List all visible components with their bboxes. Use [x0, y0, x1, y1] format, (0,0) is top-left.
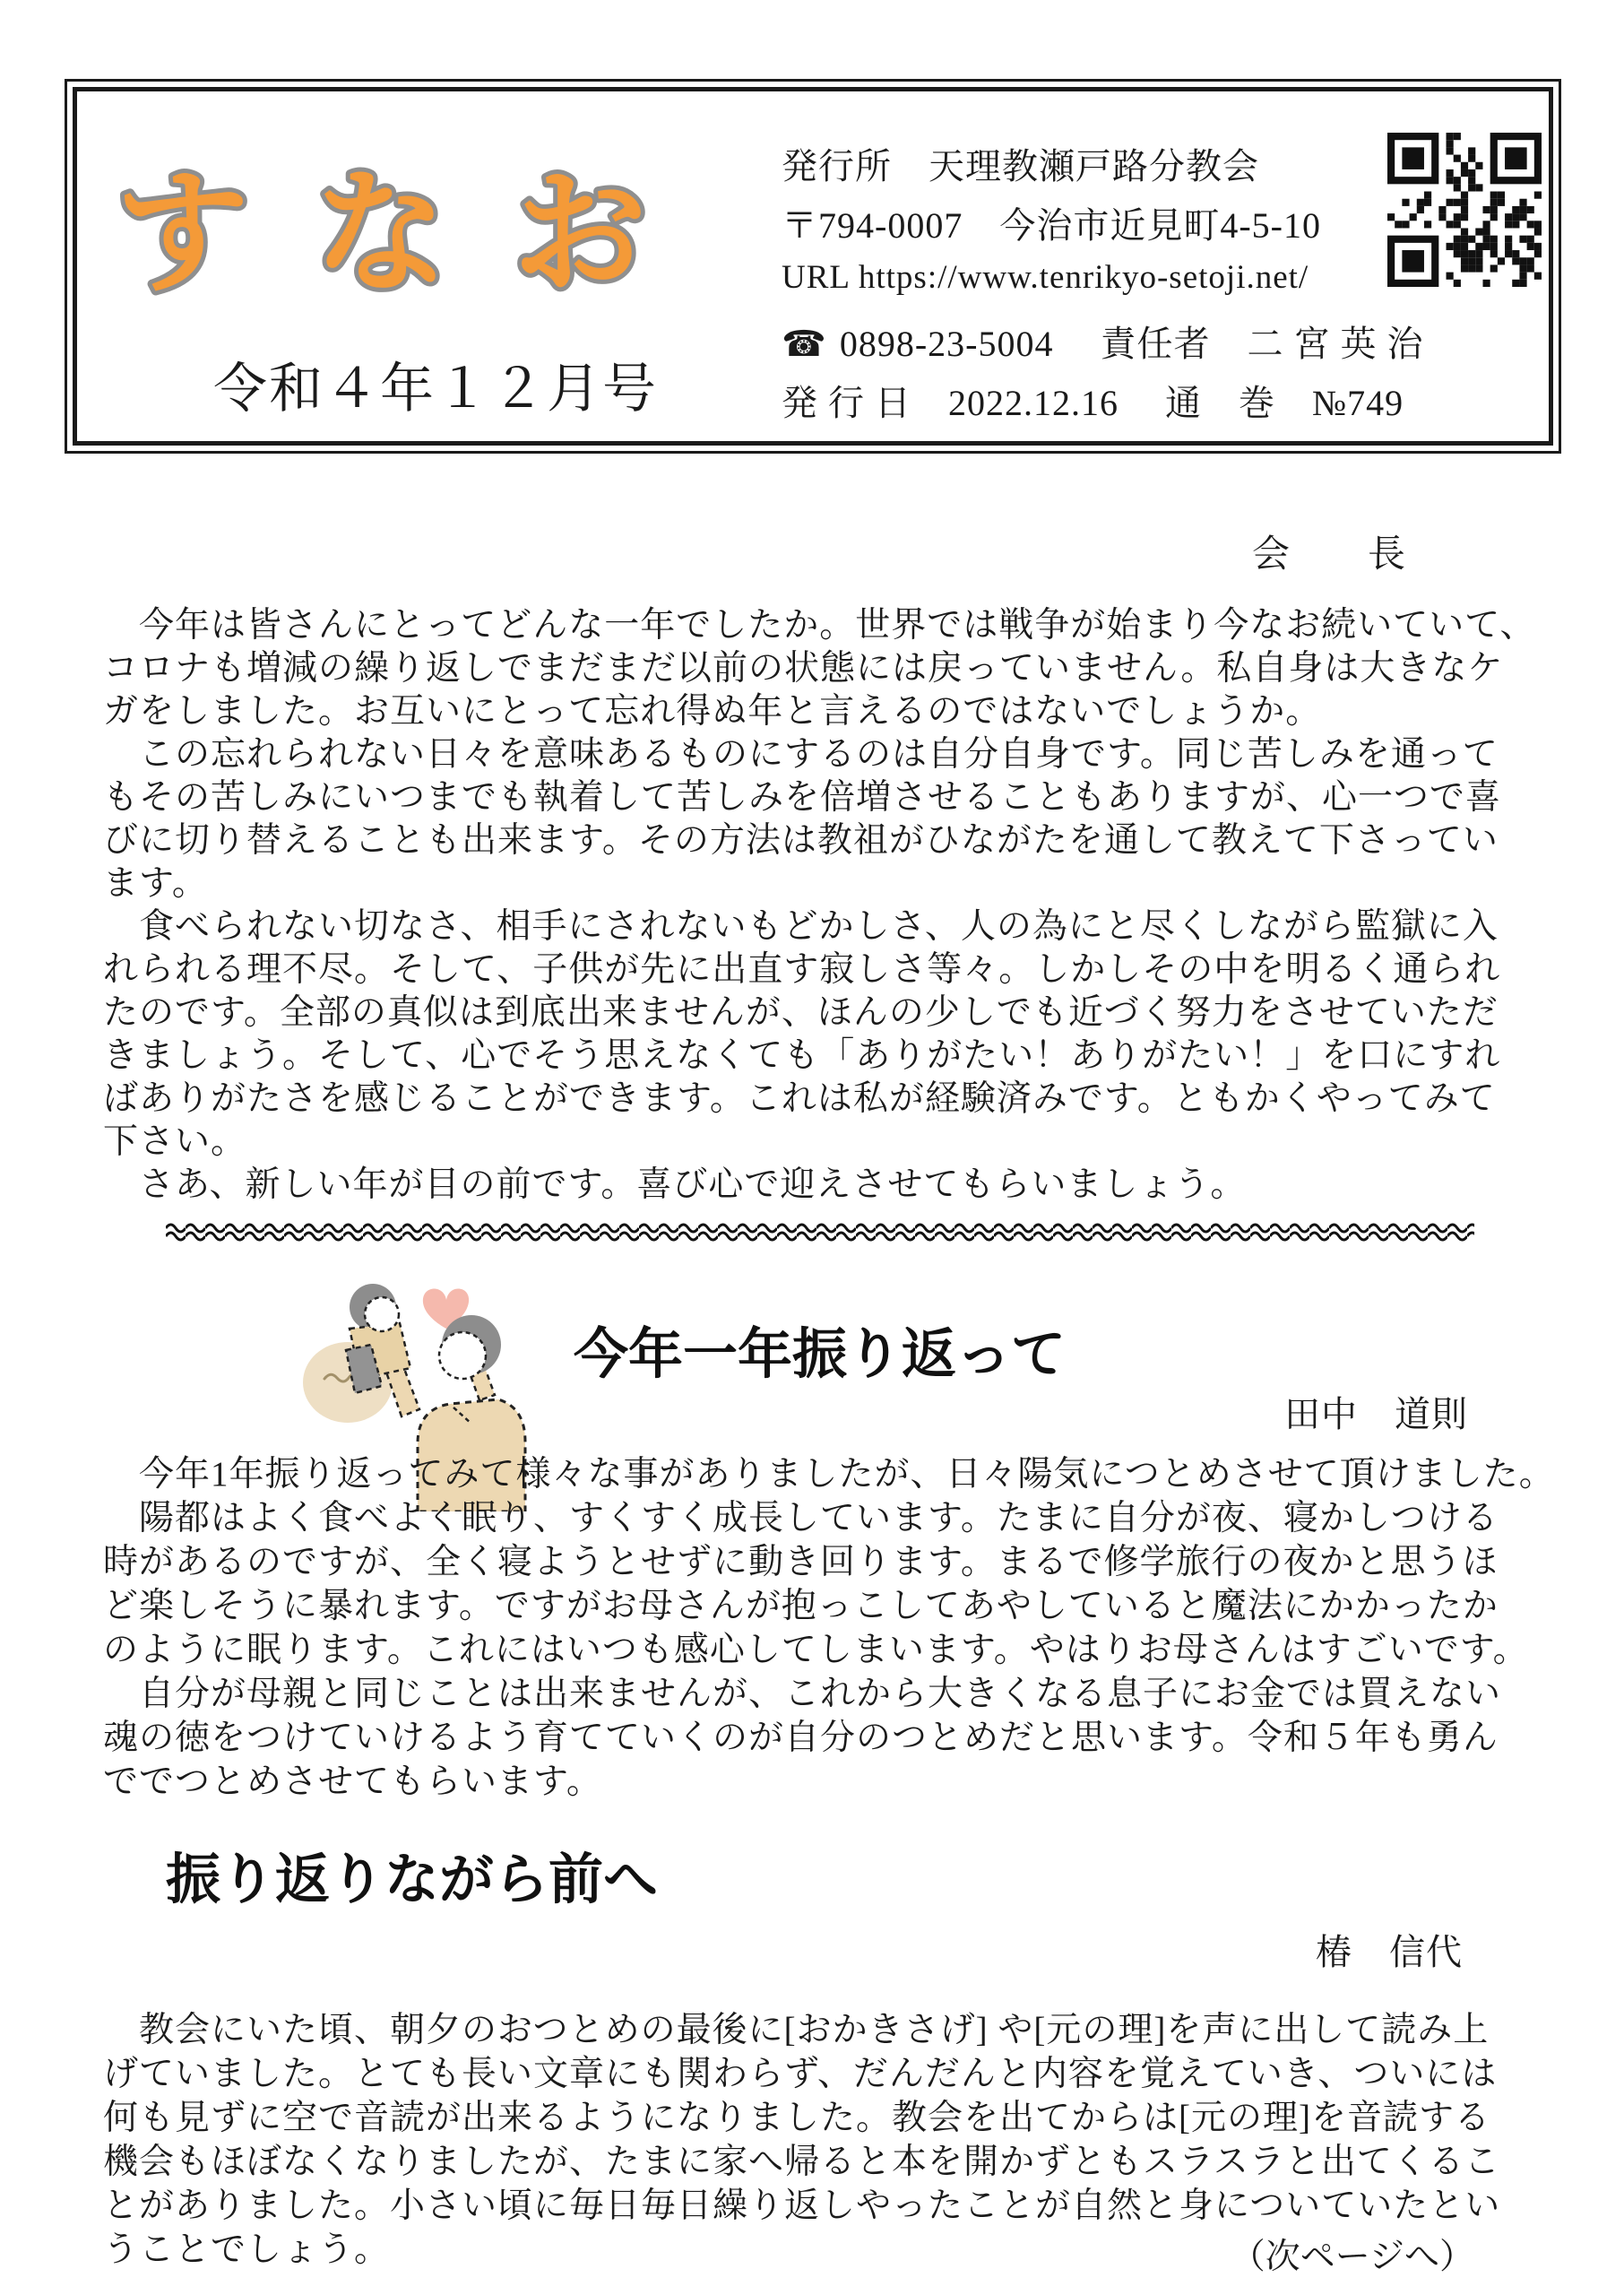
text-line: うことでしょう。	[103, 2230, 391, 2269]
tanaka-article-title: 今年一年振り返って	[574, 1323, 1067, 1384]
text-line: たのです。全部の真似は到底出来ませんが、ほんの少しでも近づく努力をさせていただ	[103, 993, 1499, 1032]
masthead-box	[65, 79, 1561, 454]
text-line: コロナも増減の繰り返しでまだまだ以前の状態には戻っていません。私自身は大きなケ	[103, 649, 1504, 688]
chairman-article-body	[103, 604, 1577, 1207]
address-line: 〒794-0007 今治市近見町4-5-10	[782, 205, 1321, 246]
text-line: のように眠ります。これにはいつも感心してしまいます。やはりお母さんはすごいです。	[103, 1631, 1529, 1669]
text-line: 下さい。	[103, 1122, 247, 1161]
tsubaki-author: 椿 信代	[1316, 1932, 1463, 1972]
text-line: 今年1年振り返ってみて様々な事がありましたが、日々陽気につとめさせて頂けました。	[103, 1455, 1555, 1494]
publisher-line: 発行所 天理教瀬戸路分教会	[782, 146, 1259, 186]
masthead-inner-frame	[73, 87, 1553, 446]
text-line: 陽都はよく食べよく眠り、すくすく成長しています。たまに自分が夜、寝かしつける	[103, 1499, 1499, 1537]
text-line: 魂の徳をつけていけるよう育てていくのが自分のつとめだと思います。令和５年も勇ん	[103, 1719, 1499, 1757]
phone-number-text: 0898-23-5004 責任者 二 宮 英 治	[839, 324, 1424, 364]
phone-line	[782, 316, 1423, 367]
text-line: 時があるのですが、全く寝ようとせずに動き回ります。まるで修学旅行の夜かと思うほ	[103, 1543, 1499, 1581]
qr-code	[1387, 133, 1542, 287]
tanaka-author: 田中 道則	[1284, 1394, 1468, 1434]
text-line: ます。	[103, 864, 208, 903]
text-line: びに切り替えることも出来ます。その方法は教祖がひながたを通して教えて下さってい	[103, 821, 1499, 860]
next-page-note: （次ページへ）	[1230, 2238, 1474, 2276]
text-line: きましょう。そして、心でそう思えなくても「ありがたい！ありがたい！」を口にすれ	[103, 1036, 1501, 1075]
text-line: ばありがたさを感じることができます。これは私が経験済みです。ともかくやってみて	[103, 1079, 1496, 1118]
chairman-byline: 会 長	[1251, 534, 1406, 576]
text-line: 何も見ずに空で音読が出来るようになりました。教会を出てからは[元の理]を音読する	[103, 2099, 1490, 2137]
newsletter-logo	[108, 111, 789, 335]
text-line: 今年は皆さんにとってどんな一年でしたか。世界では戦争が始まり今なお続いていて、	[103, 606, 1536, 645]
text-line: ででつとめさせてもらいます。	[103, 1762, 602, 1801]
wavy-divider	[166, 1219, 1474, 1244]
text-line: 教会にいた頃、朝夕のおつとめの最後に[おかきさげ] や[元の理]を声に出して読み上	[103, 2011, 1490, 2049]
text-line: とがありました。小さい頃に毎日毎日繰り返しやったことが自然と身についていたとい	[103, 2187, 1501, 2225]
issue-label: 令和４年１２月号	[213, 359, 658, 419]
tanaka-article-body	[103, 1452, 1577, 1804]
issue-date-line: 発 行 日 2022.12.16 通 巻 №749	[782, 383, 1404, 423]
text-line: ど楽しそうに暴れます。ですがお母さんが抱っこしてあやしていると魔法にかかったか	[103, 1587, 1499, 1625]
telephone-icon: ☎	[782, 324, 827, 365]
text-line: この忘れられない日々を意味あるものにするのは自分自身です。同じ苦しみを通って	[103, 735, 1499, 774]
text-line: 機会もほぼなくなりましたが、たまに家へ帰ると本を開かずともスラスラと出てくるこ	[103, 2143, 1500, 2181]
text-line: れられる理不尽。そして、子供が先に出直す寂しさ等々。しかしその中を明るく通られ	[103, 950, 1501, 989]
text-line: さあ、新しい年が目の前です。喜び心で迎えさせてもらいましょう。	[103, 1165, 1247, 1204]
newsletter-title: すなお	[115, 156, 713, 312]
text-line: ガをしました。お互いにとって忘れ得ぬ年と言えるのではないでしょうか。	[103, 692, 1322, 731]
text-line: 自分が母親と同じことは出来ませんが、これから大きくなる息子にお金では買えない	[103, 1675, 1502, 1713]
text-line: 食べられない切なさ、相手にされないもどかしさ、人の為にと尽くしながら監獄に入	[103, 907, 1499, 946]
text-line: もその苦しみにいつまでも執着して苦しみを倍増させることもありますが、心一つで喜	[103, 778, 1502, 817]
text-line: げていました。とても長い文章にも関わらず、だんだんと内容を覚えていき、ついには	[103, 2055, 1498, 2093]
url-line: URL https://www.tenrikyo-setoji.net/	[782, 259, 1309, 296]
tsubaki-article-title: 振り返りながら前へ	[166, 1849, 659, 1910]
